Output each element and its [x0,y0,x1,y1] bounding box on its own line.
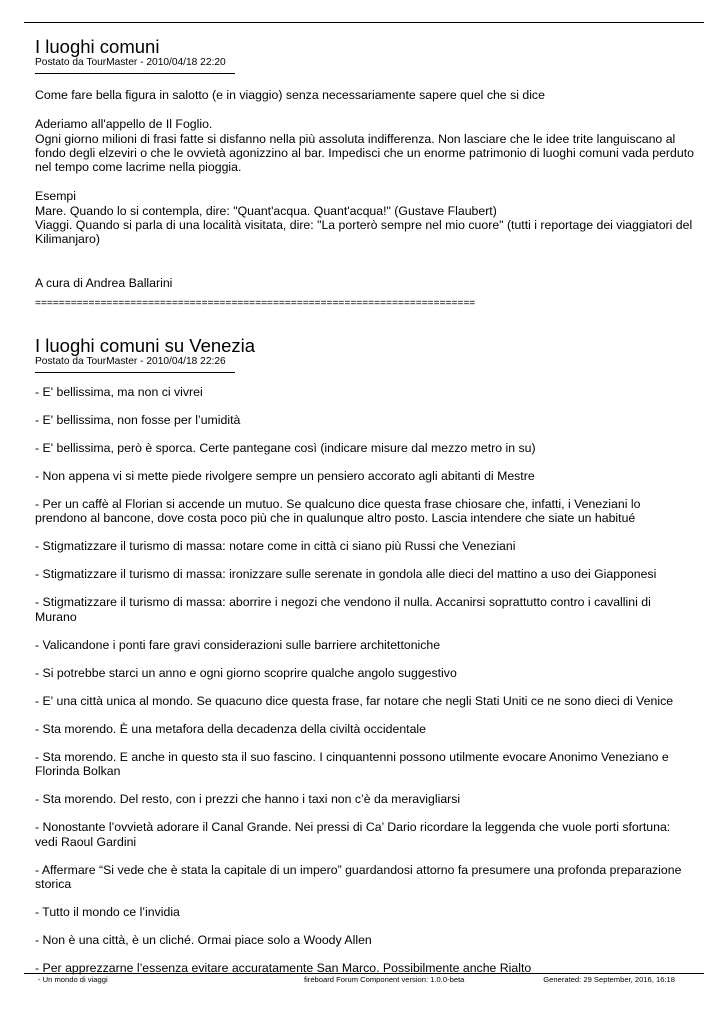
venezia-list [35,385,695,975]
post-separator: ========================================================================== [35,298,476,310]
list-item: - Affermare “Si vede che è stata la capitale di un impero” guardandosi attorno fa presumere una profonda preparazione storica [35,862,682,892]
examples-heading: Esempi [35,189,77,204]
footer-generated: Generated: 29 September, 2016, 16:18 [543,975,675,984]
list-item: - E' bellissima, però è sporca. Certe pantegane così (indicare misure dal mezzo metro in su) [35,441,536,456]
post-meta: Postato da TourMaster - 2010/04/18 22:26 [35,356,226,368]
intro-line-1: Aderiamo all'appello de Il Foglio. [35,117,213,132]
post-luoghi-comuni [35,36,695,310]
list-item: - Stigmatizzare il turismo di massa: ironizzare sulle serenate in gondola alle dieci del mattino a uso dei Giapponesi [35,567,657,582]
list-item: - Si potrebbe starci un anno e ogni giorno scoprire qualche angolo suggestivo [35,665,457,680]
meta-rule [35,372,235,373]
list-item: - Tutto il mondo ce l’invidia [35,905,180,920]
post-title: I luoghi comuni [35,36,160,57]
list-item: - Stigmatizzare il turismo di massa: notare come in città ci siano più Russi che Veneziani [35,539,516,554]
example-2: Viaggi. Quando si parla di una località visitata, dire: "La porterò sempre nel mio cuore" (tutti i reportage dei viaggiatori del Kilimanjaro) [35,218,693,247]
post-luoghi-comuni-venezia [35,335,695,975]
post-meta: Postato da TourMaster - 2010/04/18 22:20 [35,57,226,68]
post-subtitle: Come fare bella figura in salotto (e in viaggio) senza necessariamente sapere quel che si dice [35,88,545,103]
curator: A cura di Andrea Ballarini [35,275,173,290]
footer-site-link[interactable]: - Un mondo di viaggi [38,975,108,984]
list-item: - Per un caffè al Florian si accende un mutuo. Se qualcuno dice questa frase chiosare che, infatti, i Veneziani lo prendono al bancone, dove costa poco più che in qualunque altro posto. Lascia intendere che siate un habitué [35,497,641,526]
intro-line-2: Ogni giorno milioni di frasi fatte si disfanno nella più assoluta indifferenza. Non lasciare che le idee trite languiscano al fondo degli elzeviri o che le ovvietà agonizzino al bar. Impedisci che un enorme patrimonio di luoghi comuni vada perduto nel tempo come lacrime nella pioggia. [35,131,694,175]
page-bottom-rule [24,973,704,974]
list-item: - E' bellissima, ma non ci vivrei [35,385,203,400]
list-item: - Non è una città, è un cliché. Ormai piace solo a Woody Allen [35,933,372,948]
list-item: - E' bellissima, non fosse per l’umidità [35,413,241,428]
list-item: - Nonostante l’ovvietà adorare il Canal Grande. Nei pressi di Ca’ Dario ricordare la leggenda che vuole porti sfortuna: vedi Raoul Gardini [35,820,671,849]
document-page [35,36,695,989]
list-item: - Non appena vi si mette piede rivolgere sempre un pensiero accorato agli abitanti di Mestre [35,469,535,484]
list-item: - Per apprezzarne l’essenza evitare accuratamente San Marco. Possibilmente anche Rialto [35,961,532,976]
list-item: - E' una città unica al mondo. Se quacuno dice questa frase, far notare che negli Stati Uniti ce ne sono dieci di Venice [35,693,674,708]
list-item: - Sta morendo. Del resto, con i prezzi che hanno i taxi non c’è da meravigliarsi [35,792,461,807]
example-1: Mare. Quando lo si contempla, dire: "Quant'acqua. Quant'acqua!" (Gustave Flaubert) [35,203,497,218]
meta-rule [35,73,235,74]
post-body [35,88,695,310]
post-title: I luoghi comuni su Venezia [35,335,256,357]
list-item: - Stigmatizzare il turismo di massa: aborrire i negozi che vendono il nulla. Accanirsi soprattutto contro i cavallini di Murano [35,595,651,624]
list-item: - Valicandone i ponti fare gravi considerazioni sulle barriere architettoniche [35,637,441,652]
list-item: - Sta morendo. È una metafora della decadenza della civiltà occidentale [35,721,427,736]
footer-component: fireboard Forum Component version: 1.0.0-beta [304,975,465,984]
page-top-rule [24,22,704,23]
list-item: - Sta morendo. E anche in questo sta il suo fascino. I cinquantenni possono utilmente evocare Anonimo Veneziano e Florinda Bolkan [35,749,669,779]
